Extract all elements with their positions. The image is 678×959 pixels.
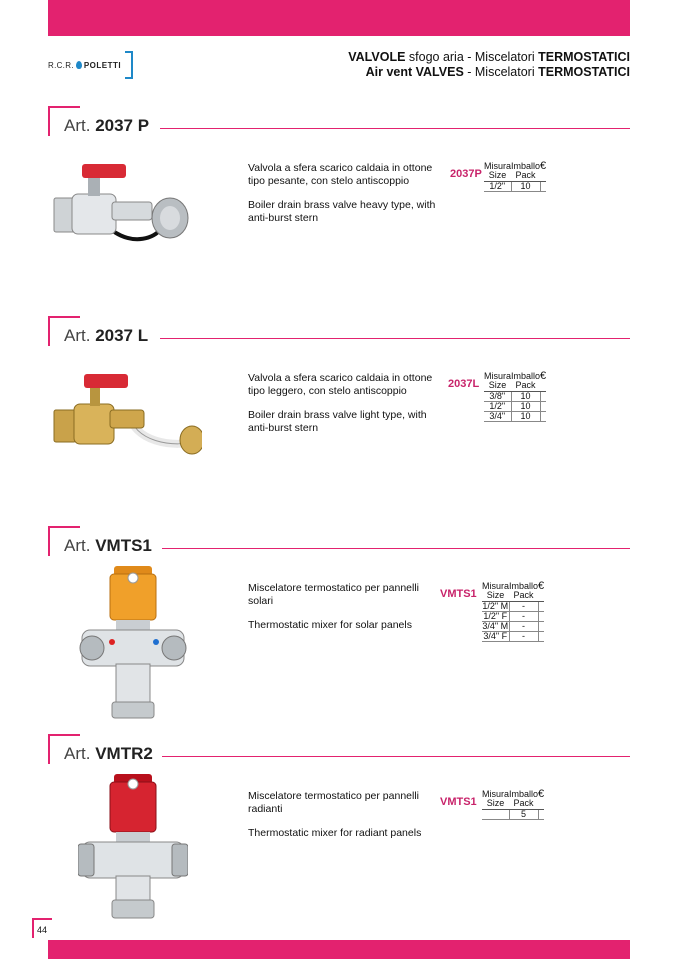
col-size — [484, 372, 511, 392]
logo-bracket-icon — [125, 51, 133, 79]
header-bold-4: TERMOSTATICI — [538, 65, 630, 79]
table-row — [482, 602, 544, 612]
col-size-en: Size — [486, 590, 505, 600]
art-code: 2037 L — [95, 326, 149, 345]
col-size-it: Misura — [482, 789, 510, 799]
header-line-1 — [348, 50, 630, 65]
product-description — [248, 372, 438, 446]
spec-table — [484, 162, 546, 192]
title-rule — [160, 128, 630, 129]
cell-price — [538, 810, 544, 820]
product-description — [248, 790, 438, 851]
page-number: 44 — [37, 925, 48, 935]
table-code: VMTS1 — [440, 796, 477, 808]
cell-pack: 10 — [511, 392, 540, 402]
brand-name: POLETTI — [83, 60, 122, 70]
col-pack-en: Pack — [515, 170, 536, 180]
col-size-it: Misura — [482, 581, 510, 591]
article-title — [48, 734, 630, 766]
table-code: 2037L — [448, 378, 480, 390]
header-line-2 — [348, 65, 630, 80]
table-code: 2037P — [450, 168, 482, 180]
ball-valve-heavy-image — [52, 158, 192, 258]
col-pack-it: Imballo — [511, 161, 541, 171]
water-drop-icon — [76, 61, 82, 69]
thermostatic-mixer-solar-image — [78, 564, 188, 720]
cell-size: 3/8" — [484, 392, 511, 402]
cell-price — [538, 622, 544, 632]
page-header — [348, 50, 630, 80]
cell-pack: 5 — [509, 810, 538, 820]
col-size — [482, 790, 509, 810]
article-title — [48, 526, 630, 558]
brand-logo — [48, 52, 133, 78]
product-description — [248, 162, 438, 236]
cell-size: 1/2" M — [482, 601, 509, 611]
thermostatic-mixer-radiant-image — [78, 772, 188, 920]
brand-prefix: R.C.R. — [48, 60, 74, 70]
header-bold-3: Air vent VALVES — [365, 65, 464, 79]
col-price: € — [538, 582, 544, 602]
col-pack-it: Imballo — [511, 371, 541, 381]
product-section-vmts1 — [48, 526, 630, 726]
article-title — [48, 106, 630, 138]
header-bold-2: TERMOSTATICI — [538, 50, 630, 64]
cell-size: 3/4" M — [482, 621, 509, 631]
cell-pack: 10 — [511, 412, 540, 422]
cell-pack: - — [509, 612, 538, 622]
art-prefix: Art. — [64, 326, 91, 345]
cell-pack: 10 — [511, 402, 540, 412]
cell-size: 3/4" F — [483, 631, 508, 641]
header-bold-1: VALVOLE — [348, 50, 406, 64]
cell-size: 1/2" F — [483, 611, 508, 621]
cell-pack: - — [509, 602, 538, 612]
cell-price — [540, 402, 546, 412]
col-pack — [511, 162, 540, 182]
bottom-accent-bar — [48, 940, 630, 959]
col-pack — [509, 790, 538, 810]
cell-size: 1/2" — [484, 402, 511, 412]
table-row — [484, 402, 546, 412]
product-section-2037p — [48, 106, 630, 306]
col-pack-en: Pack — [515, 380, 536, 390]
cell-size: 1/2" — [484, 182, 511, 192]
page-number-box — [32, 918, 52, 938]
cell-size — [482, 810, 509, 820]
top-accent-bar — [48, 0, 630, 36]
cell-size: 3/4" — [484, 412, 511, 422]
product-section-2037l — [48, 316, 630, 516]
col-pack — [509, 582, 538, 602]
description-italian: Miscelatore termostatico per pannelli radianti — [248, 790, 419, 815]
title-rule — [162, 548, 630, 549]
col-size-it: Misura — [484, 371, 512, 381]
table-row — [482, 622, 544, 632]
art-prefix: Art. — [64, 116, 91, 135]
col-pack-it: Imballo — [509, 581, 539, 591]
art-prefix: Art. — [64, 744, 91, 763]
table-row — [482, 810, 544, 820]
art-code: VMTS1 — [95, 536, 152, 555]
col-size-en: Size — [488, 170, 507, 180]
table-row — [482, 632, 544, 642]
header-text-1: sfogo aria - Miscelatori — [405, 50, 539, 64]
col-pack-en: Pack — [513, 798, 534, 808]
col-price: € — [540, 372, 546, 392]
description-english: Thermostatic mixer for solar panels — [248, 619, 412, 631]
cell-price — [540, 392, 546, 402]
cell-pack: 10 — [511, 182, 540, 192]
description-italian: Miscelatore termostatico per pannelli solari — [248, 582, 419, 607]
title-rule — [162, 756, 630, 757]
description-english: Boiler drain brass valve light type, with anti-burst stern — [248, 409, 427, 434]
col-price: € — [538, 790, 544, 810]
table-code: VMTS1 — [440, 588, 477, 600]
description-english: Boiler drain brass valve heavy type, with anti-burst stern — [248, 199, 436, 224]
table-row — [482, 612, 544, 622]
col-pack — [511, 372, 540, 392]
cell-pack: - — [509, 632, 538, 642]
spec-table — [482, 790, 544, 820]
col-size — [484, 162, 511, 182]
header-text-2: - Miscelatori — [463, 65, 539, 79]
col-size-en: Size — [488, 380, 507, 390]
col-size — [482, 582, 509, 602]
col-pack-en: Pack — [513, 590, 534, 600]
title-rule — [160, 338, 630, 339]
art-code: 2037 P — [95, 116, 150, 135]
col-size-en: Size — [486, 798, 505, 808]
description-italian: Valvola a sfera scarico caldaia in ottone tipo leggero, con stelo antiscoppio — [248, 372, 433, 397]
cell-pack: - — [509, 622, 538, 632]
description-italian: Valvola a sfera scarico caldaia in ottone tipo pesante, con stelo antiscoppio — [248, 162, 433, 187]
table-row — [484, 412, 546, 422]
description-english: Thermostatic mixer for radiant panels — [248, 827, 422, 839]
cell-price — [538, 612, 544, 622]
col-pack-it: Imballo — [509, 789, 539, 799]
spec-table — [482, 582, 544, 642]
art-prefix: Art. — [64, 536, 91, 555]
cell-price — [540, 412, 546, 422]
col-price: € — [540, 162, 546, 182]
ball-valve-light-image — [52, 370, 202, 460]
article-title — [48, 316, 630, 348]
product-description — [248, 582, 438, 643]
product-section-vmtr2 — [48, 734, 630, 934]
art-code: VMTR2 — [95, 744, 153, 763]
cell-price — [540, 182, 546, 192]
cell-price — [538, 602, 544, 612]
table-row — [484, 182, 546, 192]
cell-price — [538, 632, 544, 642]
spec-table — [484, 372, 546, 422]
table-row — [484, 392, 546, 402]
col-size-it: Misura — [484, 161, 512, 171]
